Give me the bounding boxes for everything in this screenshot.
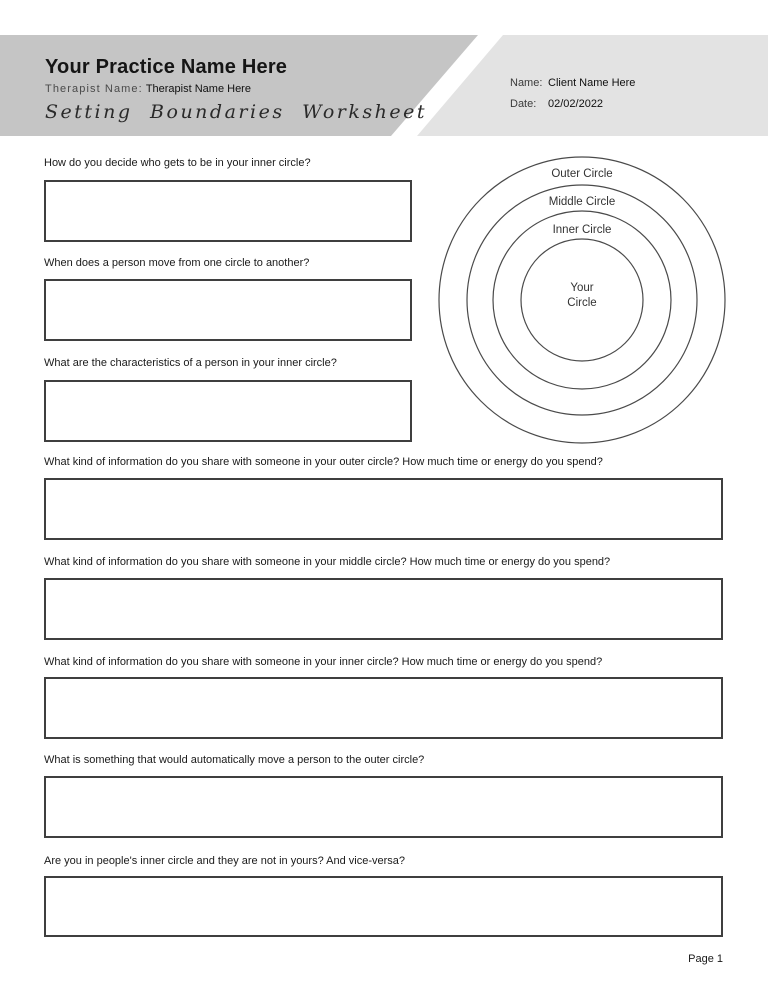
therapist-label: Therapist Name: xyxy=(45,83,143,95)
page-number: Page 1 xyxy=(688,953,723,965)
answer-box-5[interactable] xyxy=(44,578,723,640)
answer-box-7[interactable] xyxy=(44,776,723,838)
your-circle-label-line1: Your xyxy=(570,282,594,294)
question-5-label: What kind of information do you share with someone in your middle circle? How much time or energy do you spend? xyxy=(44,556,611,568)
answer-box-4[interactable] xyxy=(44,478,723,540)
inner-circle-label: Inner Circle xyxy=(552,224,612,236)
question-1-label: How do you decide who gets to be in your inner circle? xyxy=(44,157,311,169)
client-date-value: 02/02/2022 xyxy=(548,98,604,110)
answer-box-6[interactable] xyxy=(44,677,723,739)
client-date-label: Date: xyxy=(510,98,537,110)
header-left xyxy=(45,56,427,123)
answer-box-2[interactable] xyxy=(44,279,412,341)
client-name-row xyxy=(510,77,635,89)
circles-diagram xyxy=(437,155,727,445)
question-3-label: What are the characteristics of a person in your inner circle? xyxy=(44,357,337,369)
client-date-row xyxy=(510,98,635,110)
therapist-name: Therapist Name Here xyxy=(145,83,251,95)
answer-box-1[interactable] xyxy=(44,180,412,242)
client-name-value: Client Name Here xyxy=(548,77,636,89)
question-7-label: What is something that would automatically move a person to the outer circle? xyxy=(44,754,425,766)
question-8-label: Are you in people's inner circle and they are not in yours? And vice-versa? xyxy=(44,855,406,867)
worksheet-title: Setting Boundaries Worksheet xyxy=(45,101,427,123)
practice-name: Your Practice Name Here xyxy=(45,56,288,78)
outer-circle-label: Outer Circle xyxy=(551,168,613,180)
therapist-line xyxy=(45,83,427,95)
client-name-label: Name: xyxy=(510,77,543,89)
client-fields xyxy=(510,77,635,119)
your-circle-label-line2: Circle xyxy=(567,297,597,309)
question-4-label: What kind of information do you share with someone in your outer circle? How much time or energy do you spend? xyxy=(44,456,603,468)
answer-box-8[interactable] xyxy=(44,876,723,937)
question-6-label: What kind of information do you share with someone in your inner circle? How much time or energy do you spend? xyxy=(44,656,603,668)
middle-circle-label: Middle Circle xyxy=(548,196,616,208)
answer-box-3[interactable] xyxy=(44,380,412,442)
question-2-label: When does a person move from one circle to another? xyxy=(44,257,310,269)
